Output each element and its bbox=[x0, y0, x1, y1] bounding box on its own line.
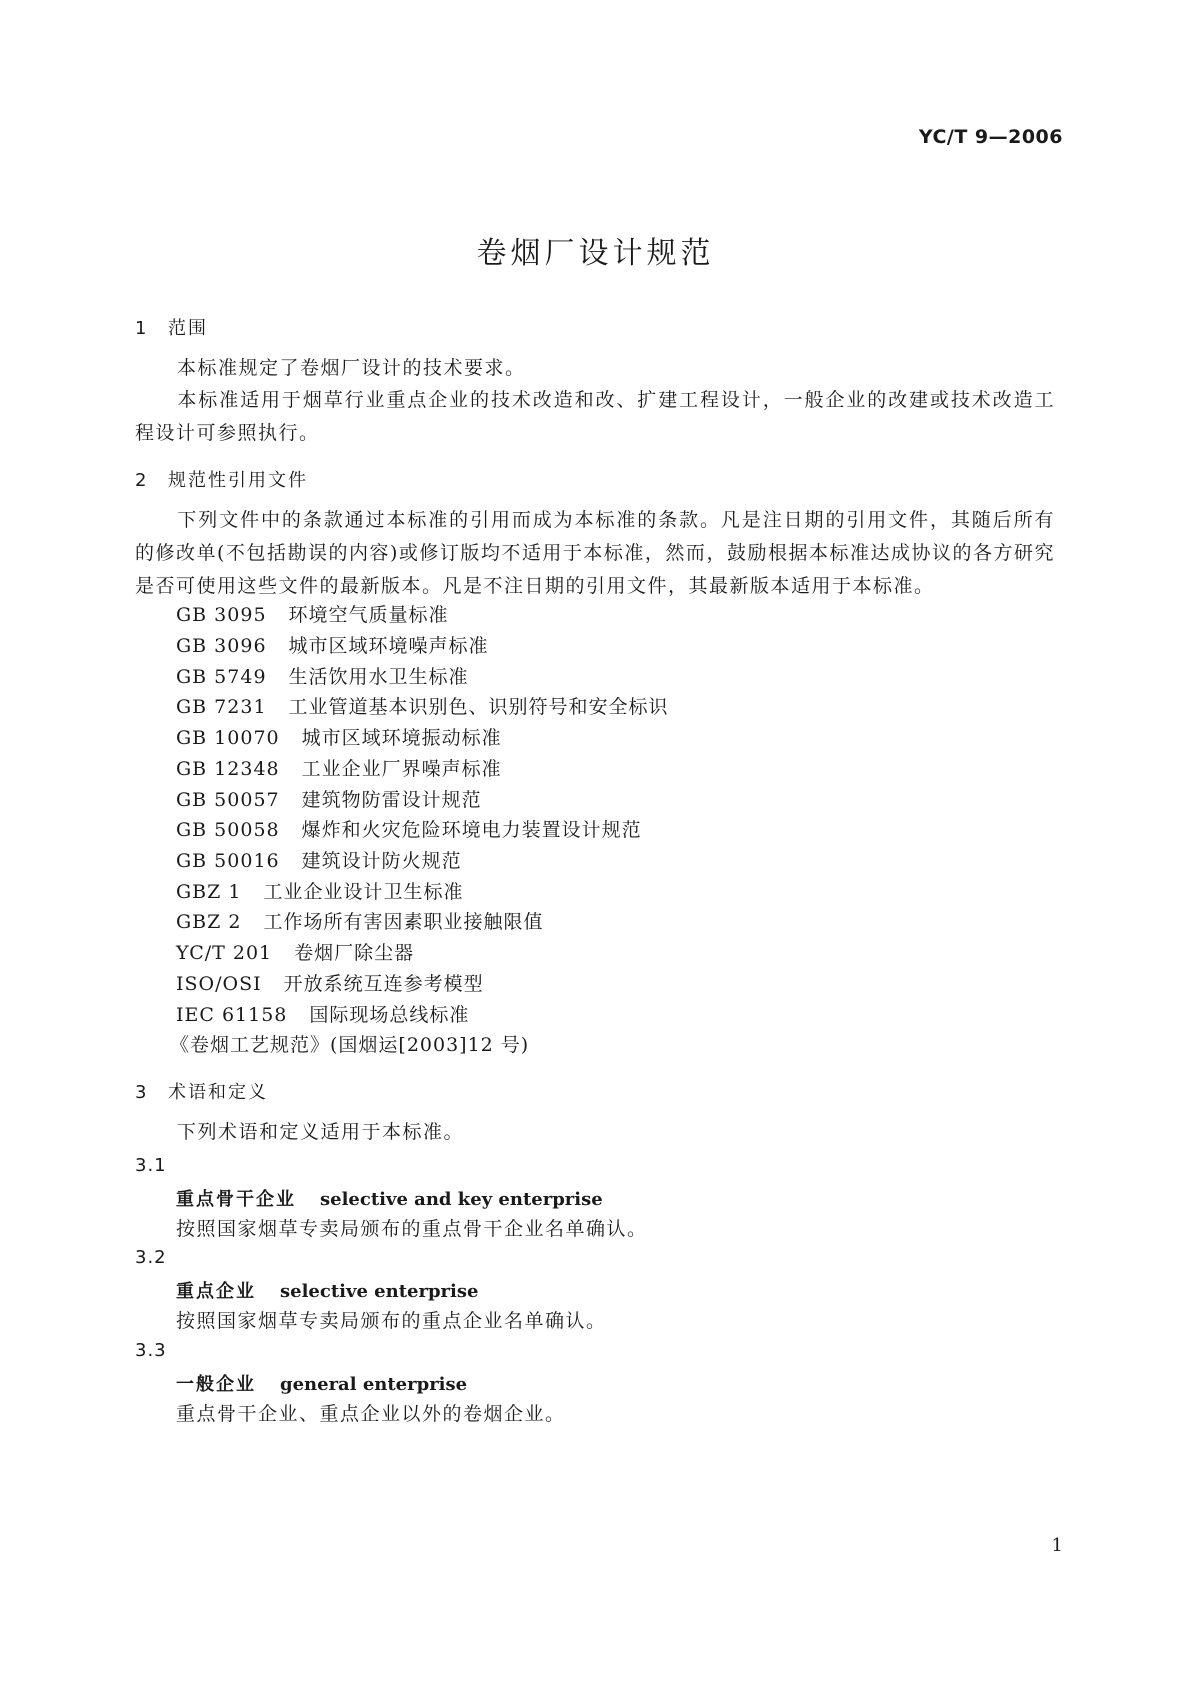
section-1-paragraph-1: 本标准规定了卷烟厂设计的技术要求。 bbox=[177, 357, 526, 379]
page-number: 1 bbox=[1051, 1535, 1063, 1556]
section-title: 规范性引用文件 bbox=[168, 470, 308, 491]
section-1-paragraph-2: 本标准适用于烟草行业重点企业的技术改造和改、扩建工程设计，一般企业的改建或技术改造工程设计可参照执行。 bbox=[135, 389, 1055, 444]
term-title: 重点企业 selective enterprise bbox=[176, 1281, 479, 1302]
reference-item: GB 3096 城市区域环境噪声标准 bbox=[176, 635, 489, 657]
term-definition: 按照国家烟草专卖局颁布的重点骨干企业名单确认。 bbox=[176, 1218, 648, 1240]
term-number: 3.1 bbox=[135, 1155, 167, 1176]
reference-item: GB 5749 生活饮用水卫生标准 bbox=[176, 666, 469, 688]
reference-item: GB 50057 建筑物防雷设计规范 bbox=[176, 789, 482, 811]
term-number: 3.3 bbox=[135, 1340, 167, 1361]
reference-item: YC/T 201 卷烟厂除尘器 bbox=[176, 942, 415, 964]
reference-item: GB 10070 城市区域环境振动标准 bbox=[176, 727, 502, 749]
term-number: 3.2 bbox=[135, 1247, 167, 1268]
section-3-heading bbox=[135, 1078, 268, 1104]
term-definition: 重点骨干企业、重点企业以外的卷烟企业。 bbox=[176, 1403, 566, 1425]
document-title: 卷烟厂设计规范 bbox=[476, 236, 715, 271]
reference-item: IEC 61158 国际现场总线标准 bbox=[176, 1004, 470, 1026]
term-title: 重点骨干企业 selective and key enterprise bbox=[176, 1189, 603, 1210]
standard-code: YC/T 9—2006 bbox=[918, 126, 1063, 148]
section-1-heading bbox=[135, 314, 208, 340]
section-number: 2 bbox=[135, 470, 147, 491]
section-2-heading bbox=[135, 466, 308, 492]
reference-item: GB 50016 建筑设计防火规范 bbox=[176, 850, 462, 872]
reference-item: ISO/OSI 开放系统互连参考模型 bbox=[176, 973, 484, 995]
term-title: 一般企业 general enterprise bbox=[176, 1374, 468, 1395]
reference-item: GBZ 2 工作场所有害因素职业接触限值 bbox=[176, 911, 544, 933]
term-definition: 按照国家烟草专卖局颁布的重点企业名单确认。 bbox=[176, 1310, 607, 1332]
reference-item: GBZ 1 工业企业设计卫生标准 bbox=[176, 881, 464, 903]
reference-item: GB 12348 工业企业厂界噪声标准 bbox=[176, 758, 502, 780]
section-2-intro: 下列文件中的条款通过本标准的引用而成为本标准的条款。凡是注日期的引用文件，其随后所有的修改单(不包括勘误的内容)或修订版均不适用于本标准，然而，鼓励根据本标准达成协议的各方研究是否可使用这些文件的最新版本。凡是不注日期的引用文件，其最新版本适用于本标准。 bbox=[135, 509, 1055, 597]
section-title: 术语和定义 bbox=[168, 1082, 268, 1103]
reference-item: GB 50058 爆炸和火灾危险环境电力装置设计规范 bbox=[176, 819, 642, 841]
section-3-intro: 下列术语和定义适用于本标准。 bbox=[177, 1121, 465, 1143]
section-title: 范围 bbox=[168, 318, 208, 339]
section-number: 1 bbox=[135, 318, 147, 339]
reference-item: GB 3095 环境空气质量标准 bbox=[176, 604, 449, 626]
reference-item-gazette: 《卷烟工艺规范》(国烟运[2003]12 号) bbox=[170, 1034, 530, 1056]
section-number: 3 bbox=[135, 1082, 147, 1103]
reference-item: GB 7231 工业管道基本识别色、识别符号和安全标识 bbox=[176, 696, 669, 718]
